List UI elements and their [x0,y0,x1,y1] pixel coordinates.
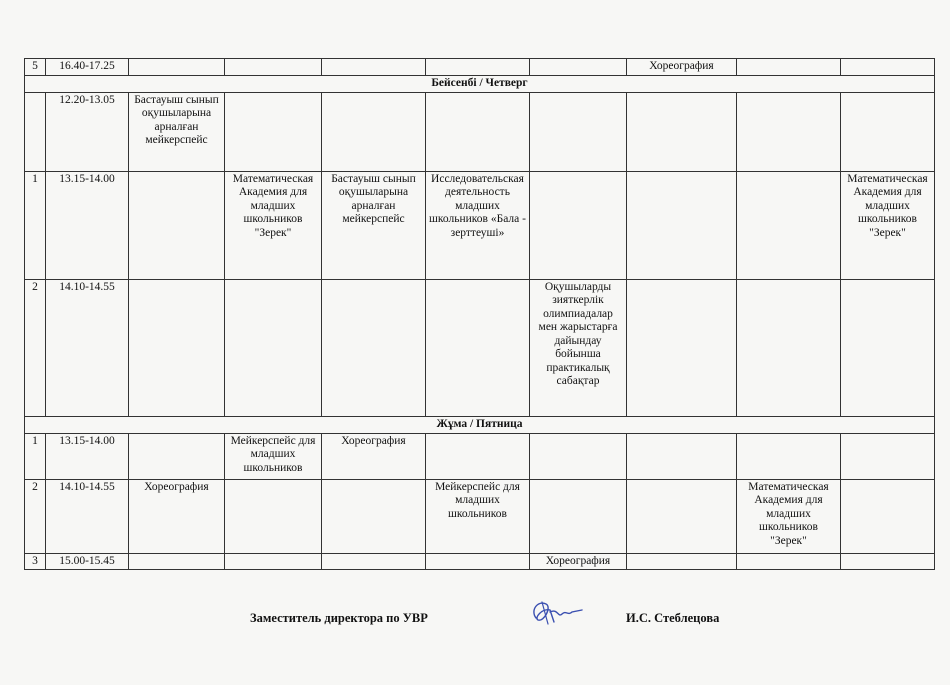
table-cell [129,171,225,279]
table-cell: Математическая Академия для младших школьников "Зерек" [841,171,935,279]
lesson-number [25,92,46,171]
lesson-time: 16.40-17.25 [46,59,129,76]
lesson-number: 1 [25,433,46,479]
day-header-thursday: Бейсенбі / Четверг [25,75,935,92]
table-cell [426,553,530,570]
day-header-friday: Жұма / Пятница [25,416,935,433]
table-cell [841,59,935,76]
table-cell: Хореография [627,59,737,76]
table-cell [530,433,627,479]
lesson-number: 2 [25,279,46,416]
table-cell [225,59,322,76]
table-cell: Бастауыш сынып оқушыларына арналған мейкерспейс [322,171,426,279]
table-cell [841,433,935,479]
table-cell [225,279,322,416]
day-header-row [25,75,935,92]
table-cell: Оқушыларды зияткерлік олимпиадалар мен жарыстарға дайындау бойынша практикалық сабақтар [530,279,627,416]
lesson-number: 5 [25,59,46,76]
table-cell: Математическая Академия для младших школьников "Зерек" [737,479,841,553]
table-cell [530,92,627,171]
table-cell [737,59,841,76]
table-cell [225,553,322,570]
table-cell [129,59,225,76]
table-cell [737,92,841,171]
lesson-number: 1 [25,171,46,279]
table-cell [426,59,530,76]
table-row [25,553,935,570]
table-cell [530,59,627,76]
table-row [25,92,935,171]
lesson-time: 12.20-13.05 [46,92,129,171]
table-cell [737,433,841,479]
table-cell: Математическая Академия для младших школьников "Зерек" [225,171,322,279]
table-cell: Хореография [129,479,225,553]
table-cell [129,553,225,570]
table-cell [530,479,627,553]
table-cell: Хореография [322,433,426,479]
table-cell: Исследовательская деятельность младших школьников «Бала - зерттеуші» [426,171,530,279]
day-header-row [25,416,935,433]
table-row [25,171,935,279]
table-cell [426,279,530,416]
signer-name: И.С. Стеблецова [626,611,720,625]
table-cell [322,59,426,76]
lesson-number: 2 [25,479,46,553]
table-cell: Мейкерспейс для младших школьников [225,433,322,479]
table-row [25,279,935,416]
table-cell [627,479,737,553]
lesson-time: 13.15-14.00 [46,171,129,279]
schedule-table [24,58,935,570]
table-row [25,479,935,553]
lesson-time: 13.15-14.00 [46,433,129,479]
table-cell [129,279,225,416]
table-cell [129,433,225,479]
table-cell [627,553,737,570]
table-row [25,433,935,479]
table-row [25,59,935,76]
table-cell [841,553,935,570]
table-cell [737,171,841,279]
table-cell [627,279,737,416]
table-cell: Бастауыш сынып оқушыларына арналған мейкерспейс [129,92,225,171]
table-cell: Хореография [530,553,627,570]
table-cell [426,92,530,171]
table-cell [225,92,322,171]
table-cell [627,171,737,279]
lesson-number: 3 [25,553,46,570]
table-cell [426,433,530,479]
table-cell [530,171,627,279]
table-cell [322,279,426,416]
lesson-time: 15.00-15.45 [46,553,129,570]
handwritten-signature [528,596,584,630]
table-cell [225,479,322,553]
lesson-time: 14.10-14.55 [46,279,129,416]
table-cell [737,553,841,570]
table-cell [322,479,426,553]
table-cell [841,279,935,416]
signer-position: Заместитель директора по УВР [250,611,428,625]
table-cell [737,279,841,416]
table-cell [627,433,737,479]
table-cell [322,92,426,171]
table-cell [627,92,737,171]
lesson-time: 14.10-14.55 [46,479,129,553]
table-cell [841,479,935,553]
table-cell: Мейкерспейс для младших школьников [426,479,530,553]
table-cell [322,553,426,570]
table-cell [841,92,935,171]
